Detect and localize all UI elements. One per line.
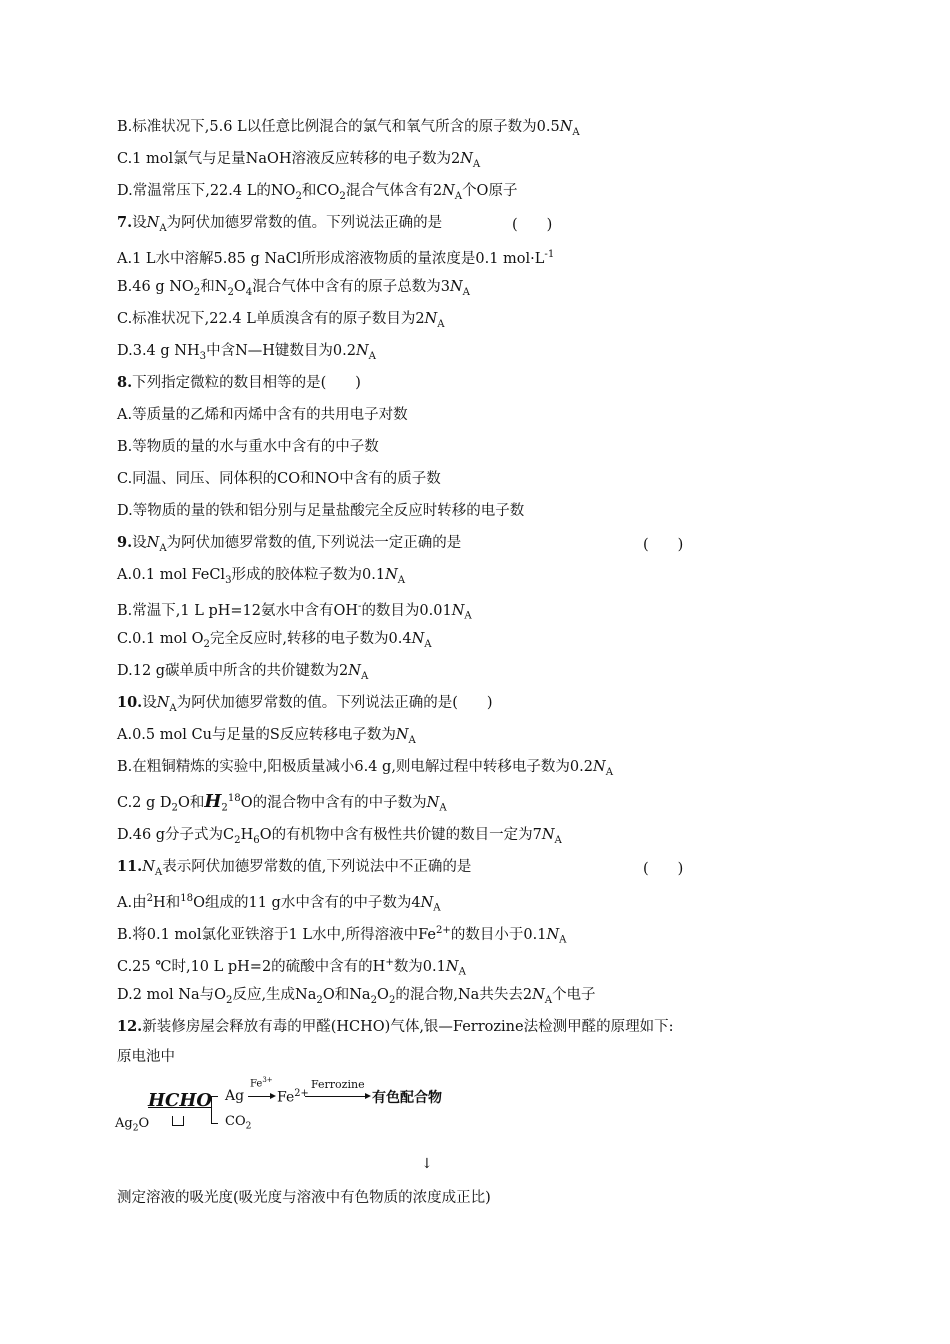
q12-number: 12. (117, 1018, 143, 1035)
q10-option-b: B.在粗铜精炼的实验中,阳极质量减小6.4 g,则电解过程中转移电子数为$0.2N_A$ (117, 759, 613, 778)
q10-option-c: C.2 g $D_2O$和$H_2^{18}O$的混合物中含有的中子数为$N_A$ (117, 790, 447, 814)
reaction-diagram (113, 1078, 473, 1142)
arrow-fe2-to-product (305, 1096, 369, 1097)
q11-stem: $11.N_A$表示阿伏加德罗常数的值,下列说法中不正确的是 (117, 858, 472, 878)
product-label: 有色配合物 (372, 1090, 442, 1106)
ag-label: Ag (225, 1088, 245, 1104)
q9-option-b: B.常温下,1 L pH=12氨水中含有OH-的数目为$0.01N_A$ (117, 601, 472, 622)
q10-option-d: D.46 g分子式为$C_2H_6O$的有机物中含有极性共价键的数目一定为$7N_A$ (117, 827, 562, 846)
q9-number: 9. (117, 534, 133, 551)
q8-option-d: D.等物质的量的铁和铝分别与足量盐酸完全反应时转移的电子数 (117, 503, 525, 519)
q11-option-b: B.将0.1 mol氯化亚铁溶于1 L水中,所得溶液中$Fe^{2+}$的数目小于$0.1N_A$ (117, 925, 567, 946)
ag2o-label: $Ag_2O$ (115, 1116, 150, 1134)
fe3-label: $Fe^{3+}$ (250, 1076, 273, 1090)
q11-option-a: A.由$^2$H和$^{18}$O组成的11 g水中含有的中子数为$4N_A$ (117, 893, 441, 914)
q12-stem-text: 新装修房屋会释放有毒的甲醛(HCHO)气体,银—Ferrozine法检测甲醛的原理如下: (142, 1019, 674, 1035)
branch-bracket (211, 1096, 218, 1124)
q9-option-c: C.0.1 mol $O_2$完全反应时,转移的电子数为$0.4N_A$ (117, 631, 432, 650)
q11-option-d: D.2 mol Na与$O_2$反应,生成$Na_2O$和$Na_2O_2$的混合物,Na共失去$2N_A$个电子 (117, 987, 596, 1006)
q9-option-d: D.12 g碳单质中所含的共价键数为$2N_A$ (117, 663, 369, 682)
q12-line2: 原电池中 (117, 1049, 175, 1065)
q7-answer-paren: ( ) (512, 217, 553, 233)
q6-option-b: B.标准状况下,5.6 L以任意比例混合的氯气和氧气所含的原子数为$0.5N_A$ (117, 119, 580, 138)
q6-option-c: C.1 mol氯气与足量NaOH溶液反应转移的电子数为$2N_A$ (117, 151, 481, 170)
q12-stem (117, 1017, 673, 1037)
q7-option-b: B.46 g $NO_2$和$N_2O_4$混合气体中含有的原子总数为$3N_A$ (117, 279, 470, 298)
q7-option-a: A.1 L水中溶解5.85 g NaCl所形成溶液物质的量浓度是0.1 $mol\cdot L^{-1}$ (117, 249, 555, 267)
q6-option-d: D.常温常压下,22.4 L的$NO_2$和$CO_2$混合气体含有$2N_A$个O原子 (117, 183, 518, 202)
q8-option-a: A.等质量的乙烯和丙烯中含有的共用电子对数 (117, 407, 408, 423)
q7-stem: 7.设$N_A$为阿伏加德罗常数的值。下列说法正确的是 (117, 214, 443, 234)
q8-number: 8. (117, 374, 133, 391)
q10-stem: 10.设$N_A$为阿伏加德罗常数的值。下列说法正确的是( ) (117, 694, 493, 714)
q9-option-a: A.0.1 mol FeCl$_3$形成的胶体粒子数为$0.1N_A$ (117, 567, 406, 586)
q8-option-c: C.同温、同压、同体积的CO和NO中含有的质子数 (117, 471, 441, 487)
down-arrow: ↓ (421, 1156, 433, 1172)
q7-option-c: C.标准状况下,22.4 L单质溴含有的原子数目为$2N_A$ (117, 311, 445, 330)
co2-label: $CO_2$ (225, 1114, 252, 1132)
q10-option-a: A.0.5 mol Cu与足量的S反应转移电子数为$N_A$ (117, 727, 416, 746)
q10-number: 10. (117, 694, 143, 711)
q9-answer-paren: ( ) (643, 537, 684, 553)
arrow-ag-to-fe2 (248, 1096, 274, 1097)
q7-number: 7. (117, 214, 133, 231)
q11-option-c: C.25 ℃时,10 L pH=2的硫酸中含有的H+数为$0.1N_A$ (117, 957, 466, 978)
q8-stem-text: 下列指定微粒的数目相等的是( ) (132, 375, 361, 391)
q11-number: 11. (117, 858, 143, 875)
ferrozine-label: Ferrozine (311, 1078, 365, 1091)
q8-stem (117, 373, 361, 393)
q9-stem: 9.设$N_A$为阿伏加德罗常数的值,下列说法一定正确的是 (117, 534, 462, 554)
q7-option-d: D.3.4 g $NH_3$中含N—H键数目为$0.2N_A$ (117, 343, 376, 362)
box-placeholder (172, 1116, 184, 1126)
q12-conclusion: 测定溶液的吸光度(吸光度与溶液中有色物质的浓度成正比) (117, 1190, 491, 1206)
hcho-label: HCHO (148, 1090, 213, 1111)
q8-option-b: B.等物质的量的水与重水中含有的中子数 (117, 439, 379, 455)
q11-answer-paren: ( ) (643, 861, 684, 877)
fe2-label: $Fe^{2+}$ (277, 1088, 309, 1106)
